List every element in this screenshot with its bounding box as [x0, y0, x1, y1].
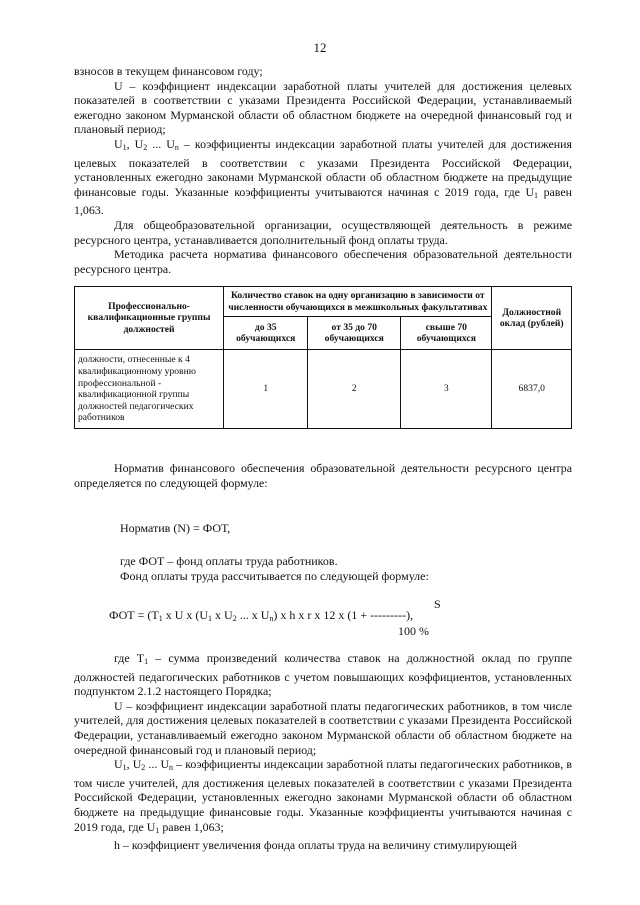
text-block-bottom — [74, 651, 572, 853]
paragraph: $U_1$, $U_2$ ... $U_n$ – коэффициенты индексации заработной платы педагогических работников, в том числе учителей, для достижения целевых показателей в соответствии с указами Президента Российской Федерации, установленных ежегодно законами Мурманской области об областном бюджете на предыдущие финансовые годы. Указанные коэффициенты учитываются начиная с 2019 года, где $U_1$ равен 1,063; — [74, 757, 572, 835]
table-cell: 3 — [401, 350, 492, 429]
formula-numerator: S — [434, 597, 441, 611]
table-cell: 2 — [308, 350, 401, 429]
formula-normative: Норматив (N) = ФОТ, — [120, 521, 231, 535]
table-header-col2: от 35 до 70 обучающихся — [308, 317, 401, 350]
paragraph: Фонд оплаты труда рассчитывается по следующей формуле: — [120, 569, 429, 583]
paragraph: $U_1$, $U_2$ ... $U_n$ – коэффициенты индексации заработной платы учителей для достижения целевых показателей в соответствии с указами Президента Российской Федерации, установленных ежегодно законами Мурманской области об областном бюджете на предыдущие финансовые годы. Указанные коэффициенты учитываются начиная с 2019 года, где $U_1$ равен 1,063. — [74, 136, 572, 218]
paragraph: Для общеобразовательной организации, осуществляющей деятельность в режиме ресурсного центра, устанавливается дополнительный фонд оплаты труда. — [74, 217, 572, 247]
formula-denominator: 100 % — [398, 624, 429, 638]
table-cell-group: должности, отнесенные к 4 квалификационному уровню профессиональной - квалификационной группы должностей педагогических работников — [75, 350, 224, 429]
table-header-col1: до 35 обучающихся — [224, 317, 308, 350]
paragraph: где ФОТ – фонд оплаты труда работников. — [120, 554, 338, 568]
paragraph: Методика расчета норматива финансового обеспечения образовательной деятельности ресурсного центра. — [74, 247, 572, 276]
page-number: 12 — [313, 40, 327, 55]
paragraph: Норматив финансового обеспечения образовательной деятельности ресурсного центра определяется по следующей формуле: — [74, 461, 572, 490]
paragraph: взносов в текущем финансовом году; — [74, 64, 263, 78]
table-header-rates: Количество ставок на одну организацию в зависимости от численности обучающихся в межшкольных факультативах — [224, 287, 492, 317]
formula-fot: ФОТ = ($T_1$ x U x ($U_1$ x $U_2$ ... x $U_n$) x h x r x 12 x (1 + ---------), — [109, 608, 414, 623]
table-cell-salary: 6837,0 — [492, 350, 572, 429]
norms-table — [74, 286, 572, 429]
table-header-salary: Должностной оклад (рублей) — [492, 287, 572, 350]
table-row — [75, 350, 572, 429]
paragraph: где $T_1$ – сумма произведений количества ставок на должностной оклад по группе должностей педагогических работников с учетом повышающих коэффициентов, установленных подпунктом 2.1.2 настоящего Порядка; — [74, 651, 572, 699]
text-block-top — [74, 64, 572, 276]
paragraph: h – коэффициент увеличения фонда оплаты труда на величину стимулирующей — [114, 838, 518, 853]
table-header-col3: свыше 70 обучающихся — [401, 317, 492, 350]
table-cell: 1 — [224, 350, 308, 429]
paragraph: U – коэффициент индексации заработной платы педагогических работников, в том числе учителей, для достижения целевых показателей в соответствии с указами Президента Российской Федерации, устанавливаемый ежегодно законом Мурманской области об областном бюджете на очередной финансовый год и плановый период; — [74, 698, 572, 757]
table-header-group: Профессионально-квалификационные группы должностей — [75, 287, 224, 350]
paragraph: U – коэффициент индексации заработной платы учителей для достижения целевых показателей в соответствии с указами Президента Российской Федерации, устанавливаемый ежегодно законом Мурманской области об областном бюджете на очередной финансовый год и плановый период; — [74, 78, 572, 137]
